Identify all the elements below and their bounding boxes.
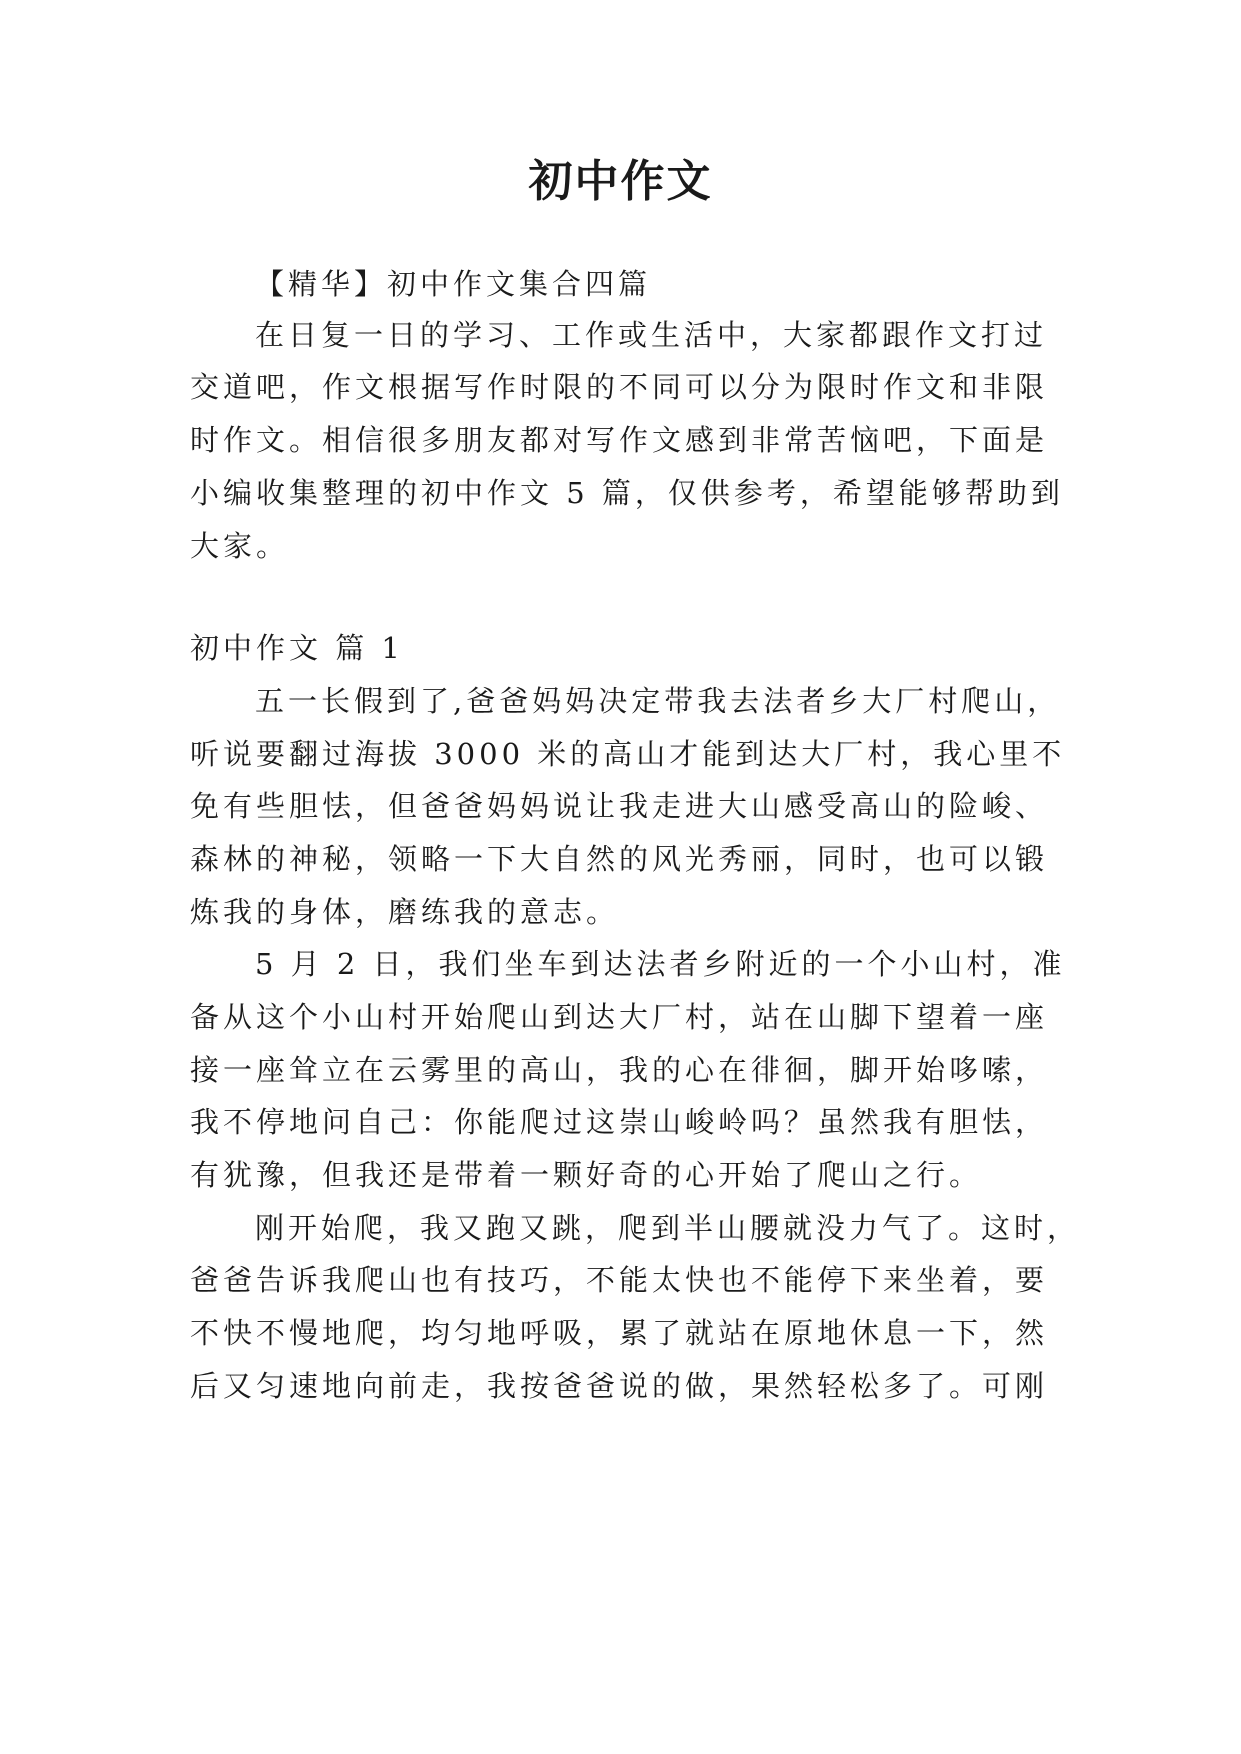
paragraph-line: 免有些胆怯，但爸爸妈妈说让我走进大山感受高山的险峻、 (190, 789, 1049, 823)
paragraph-line: 爸爸告诉我爬山也有技巧，不能太快也不能停下来坐着，要 (190, 1263, 1049, 1297)
paragraph-line: 我不停地问自己：你能爬过这崇山峻岭吗？虽然我有胆怯， (190, 1105, 1049, 1139)
paragraph-line: 接一座耸立在云雾里的高山，我的心在徘徊，脚开始哆嗦， (190, 1053, 1049, 1087)
paragraph-line: 炼我的身体，磨练我的意志。 (190, 895, 620, 929)
intro-line: 大家。 (190, 529, 290, 563)
paragraph-line: 五一长假到了,爸爸妈妈决定带我去法者乡大厂村爬山， (255, 684, 1061, 718)
paragraph-line: 不快不慢地爬，均匀地呼吸，累了就站在原地休息一下，然 (190, 1316, 1049, 1350)
paragraph-line: 5 月 2 日，我们坐车到达法者乡附近的一个小山村，准 (255, 947, 1066, 981)
paragraph-line: 森林的神秘，领略一下大自然的风光秀丽，同时，也可以锻 (190, 842, 1049, 876)
intro-line: 交道吧，作文根据写作时限的不同可以分为限时作文和非限 (190, 370, 1049, 404)
paragraph-line: 后又匀速地向前走，我按爸爸说的做，果然轻松多了。可刚 (190, 1369, 1049, 1403)
intro-line: 在日复一日的学习、工作或生活中，大家都跟作文打过 (255, 318, 1048, 352)
section-heading: 初中作文 篇 1 (190, 631, 404, 665)
paragraph-line: 备从这个小山村开始爬山到达大厂村，站在山脚下望着一座 (190, 1000, 1049, 1034)
intro-line: 小编收集整理的初中作文 5 篇，仅供参考，希望能够帮助到 (190, 476, 1064, 510)
paragraph-line: 有犹豫，但我还是带着一颗好奇的心开始了爬山之行。 (190, 1158, 983, 1192)
paragraph-line: 刚开始爬，我又跑又跳，爬到半山腰就没力气了。这时， (255, 1211, 1081, 1245)
intro-heading: 【精华】初中作文集合四篇 (255, 267, 652, 301)
document-title: 初中作文 (528, 156, 713, 207)
paragraph-line: 听说要翻过海拔 3000 米的高山才能到达大厂村，我心里不 (190, 737, 1066, 771)
intro-line: 时作文。相信很多朋友都对写作文感到非常苦恼吧，下面是 (190, 423, 1049, 457)
